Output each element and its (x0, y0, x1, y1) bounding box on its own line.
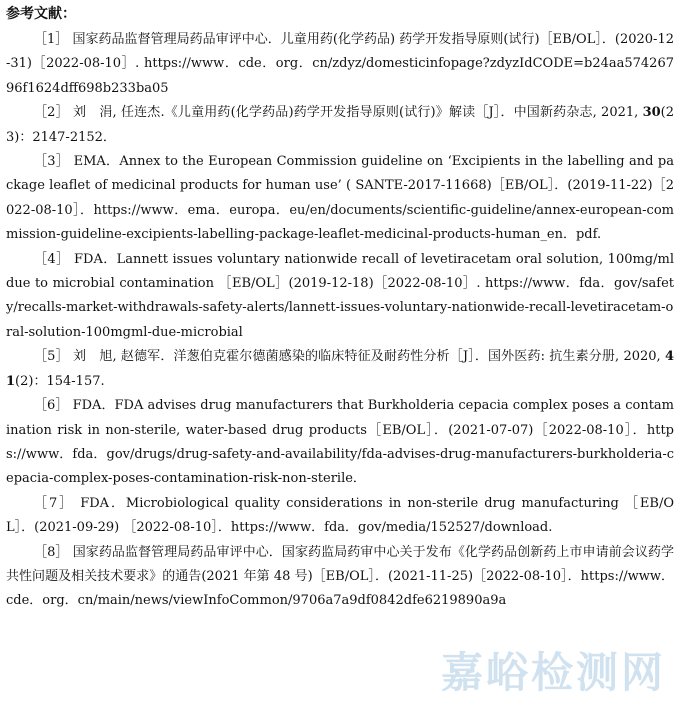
reference-volume: 41 (6, 349, 674, 389)
reference-list (6, 28, 674, 614)
reference-item-4 (6, 248, 674, 346)
reference-text: ［1］ 国家药品监督管理局药品审评中心．儿童用药(化学药品) 药学开发指导原则(试行)［EB/OL］．(2020-12-31)［2022-08-10］. https://www．cde．org．cn/zdyz/domesticinfopage?zdyzIdCODE=b24aa57426796f1624dff698b233ba05 (6, 32, 674, 96)
reference-volume: 30 (642, 105, 661, 121)
reference-item-5 (6, 345, 674, 394)
reference-item-2 (6, 101, 674, 150)
reference-pages: (2)：154-157. (15, 373, 105, 389)
reference-item-7 (6, 492, 674, 541)
reference-item-8 (6, 541, 674, 614)
reference-pages: (23)：2147-2152． (6, 105, 674, 145)
reference-text: ［3］ EMA．Annex to the European Commission guideline on ‘Excipients in the labelling and package leaflet of medicinal products for human use’ ( SANTE-2017-11668)［EB/OL］．(2019-11-22)［2022-08-10］．https://www．ema．europa．eu/en/documents/scientific-guideline/annex-european-commission-guideline-excipients-labelling-package-leaflet-medicinal-products-human_en．pdf. (6, 154, 674, 243)
watermark-logo: 嘉峪检测网 (440, 648, 666, 697)
reference-item-6 (6, 394, 674, 492)
reference-text: ［7］ FDA．Microbiological quality considerations in non-sterile drug manufacturing ［EB/OL］．(2021-09-29) ［2022-08-10］．https://www．fda．gov/media/152527/download. (6, 495, 674, 536)
reference-text: ［5］ 刘 旭, 赵德军．洋葱伯克霍尔德菌感染的临床特征及耐药性分析［J］．国外医药: 抗生素分册, 2020, (34, 349, 665, 365)
reference-text: ［6］ FDA．FDA advises drug manufacturers that Burkholderia cepacia complex poses a contamination risk in non-sterile, water-based drug products［EB/OL］．(2021-07-07)［2022-08-10］．https://www．fda．gov/drugs/drug-safety-and-availability/fda-advises-drug-manufacturers-burkholderia-cepacia-complex-poses-contamination-risk-non-sterile． (6, 398, 674, 487)
reference-text: ［8］ 国家药品监督管理局药品审评中心．国家药监局药审中心关于发布《化学药品创新药上市申请前会议药学共性问题及相关技术要求》的通告(2021 年第 48 号)［EB/OL］．(2021-11-25)［2022-08-10］．https://www．cde．org．cn/main/news/viewInfoCommon/9706a7a9df0842dfe6219890a9a (6, 544, 674, 609)
reference-text: ［4］ FDA．Lannett issues voluntary nationwide recall of levetiracetam oral solution, 100mg/ml due to microbial contamination ［EB/OL］(2019-12-18)［2022-08-10］. https://www．fda．gov/safety/recalls-market-withdrawals-safety-alerts/lannett-issues-voluntary-nationwide-recall-levetiracetam-oral-solution-100mgml-due-microbial (6, 251, 674, 340)
references-heading: 参考文献： (6, 6, 76, 22)
reference-text: ［2］ 刘 涓, 任连杰.《儿童用药(化学药品)药学开发指导原则(试行)》解读［J］．中国新药杂志, 2021, (34, 105, 643, 121)
reference-item-3 (6, 150, 674, 248)
reference-item-1 (6, 28, 674, 101)
